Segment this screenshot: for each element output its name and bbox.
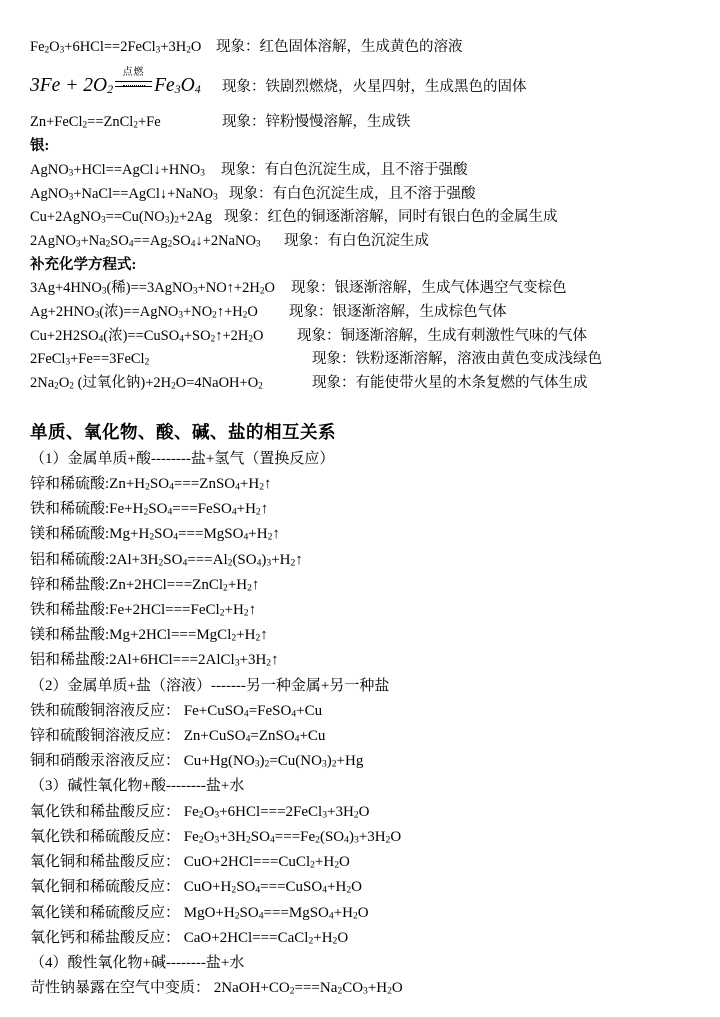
phenomenon-text: 现象：有能使带火星的木条复燃的气体生成	[312, 375, 588, 392]
relation-line: 铁和稀盐酸$:Fe+2HCl===FeCl_2+H_2↑$	[30, 602, 257, 619]
chem-formula: 2FeCl$_3$+Fe==3FeCl$_2$	[30, 351, 150, 369]
chem-formula: $Ag+2HNO_3$(浓)$==AgNO_3+NO_2↑+H_2O$	[30, 304, 258, 321]
chem-formula: $Cu+2AgNO_3==Cu(NO_3)_2+2Ag$	[30, 209, 212, 226]
relation-subheading: （4）酸性氧化物+碱--------盐+水	[30, 954, 245, 971]
relation-line: 铁和稀硫酸$:Fe+H_2SO_4===FeSO_4+H_2↑$	[30, 501, 269, 518]
relation-subheading: （3）碱性氧化物+酸--------盐+水	[30, 778, 245, 795]
phenomenon-text: 现象：有白色沉淀生成	[284, 232, 429, 249]
relation-line: 铝和稀硫酸$:2Al+3H_2SO_4===Al_2(SO_4)_3+H_2↑$	[30, 551, 303, 569]
section-heading-silver	[30, 135, 706, 159]
ignite-label: 点燃	[123, 61, 145, 87]
phenomenon-text: 现象：锌粉慢慢溶解，生成铁	[222, 114, 411, 131]
chem-formula: $AgNO_3+HCl==AgCl↓+HNO_3$	[30, 161, 205, 179]
relation-line: 氧化铜和稀盐酸反应： $CuO+2HCl===CuCl_2+H_2O$	[30, 854, 350, 871]
equation-line	[30, 183, 706, 207]
relation-subheading: （2）金属单质+盐（溶液）-------另一种金属+另一种盐	[30, 677, 390, 694]
relation-subheading: （1）金属单质+酸--------盐+氢气（置换反应）	[30, 450, 335, 467]
phenomenon-text: 现象：有白色沉淀生成，且不溶于强酸	[229, 185, 476, 202]
relation-line: 锌和稀盐酸$:Zn+2HCl===ZnCl_2+H_2↑$	[30, 576, 260, 594]
equation-line	[30, 230, 706, 254]
chem-formula: $2Na_2O_2$ (过氧化钠)$+2H_2O=4NaOH+O_2$	[30, 375, 263, 392]
formula-right: $Fe_3O_4$	[154, 74, 201, 96]
phenomenon-text: 现象：有白色沉淀生成，且不溶于强酸	[221, 161, 468, 178]
formula-left: $3Fe + 2O_2$	[30, 74, 114, 96]
relation-line: 锌和硫酸铜溶液反应： Zn+CuSO$_4$=ZnSO$_4$+Cu	[30, 728, 326, 745]
chem-formula: AgNO$_3$+NaCl==AgCl↓+NaNO$_3$	[30, 185, 218, 203]
relation-line: 苛性钠暴露在空气中变质： $2NaOH+CO_2===Na_2CO_3+H_2O$	[30, 980, 403, 997]
relation-line: 镁和稀硫酸$:Mg+H_2SO_4===MgSO_4+H_2↑$	[30, 526, 280, 544]
relation-line: 镁和稀盐酸$:Mg+2HCl===MgCl_2+H_2↑$	[30, 627, 268, 644]
phenomenon-text: 现象：红色固体溶解，生成黄色的溶液	[216, 39, 463, 55]
equation-line	[30, 36, 706, 60]
heading-text: 补充化学方程式:	[30, 256, 137, 273]
relation-line: 铁和硫酸铜溶液反应： Fe+CuSO$_4$=FeSO$_4$+Cu	[30, 702, 323, 720]
equation-line-ignite	[30, 60, 706, 112]
relation-line: 氧化铁和稀硫酸反应： $Fe_2O_3+3H_2SO_4===Fe_2(SO_4)_3+3H_2O$	[30, 828, 402, 846]
chem-formula: $Fe_2O_3+6HCl==2FeCl_3+3H_2O$	[30, 39, 202, 56]
relations-title: 单质、氧化物、酸、碱、盐的相互关系	[30, 421, 336, 442]
equation-line	[30, 372, 706, 396]
reaction-condition	[115, 66, 152, 98]
relation-line: 氧化铁和稀盐酸反应： $Fe_2O_3+6HCl===2FeCl_3+3H_2O$	[30, 803, 370, 821]
chem-formula: $2AgNO_3+Na_2SO_4==Ag_2SO_4↓+2NaNO_3$	[30, 232, 261, 250]
reactions-section	[30, 36, 706, 396]
relations-section	[30, 417, 706, 1001]
heading-text: 银:	[30, 138, 50, 155]
equation-line	[30, 325, 706, 349]
equation-line	[30, 301, 706, 325]
equation-line	[30, 277, 706, 301]
chem-formula: Zn+FeCl$_2$==ZnCl$_2$+Fe	[30, 114, 161, 132]
phenomenon-text: 现象：红色的铜逐渐溶解，同时有银白色的金属生成	[224, 209, 558, 226]
chem-formula: $Cu+2H2SO_4$(浓)$==CuSO_4+SO_2↑+2H_2O$	[30, 327, 264, 345]
phenomenon-text: 现象：银逐渐溶解，生成气体遇空气变棕色	[291, 280, 567, 297]
relation-line: 铝和稀盐酸$:2Al+6HCl===2AlCl_3+3H_2↑$	[30, 652, 279, 670]
phenomenon-text: 现象：铁粉逐渐溶解，溶液由黄色变成浅绿色	[312, 351, 602, 368]
chem-formula: $3Ag+4HNO_3$(稀)$==3AgNO_3+NO↑+2H_2O$	[30, 280, 275, 297]
relation-line: 氧化钙和稀盐酸反应： $CaO+2HCl===CaCl_2+H_2O$	[30, 929, 349, 947]
relation-line: 铜和硝酸汞溶液反应： $Cu+Hg(NO_3)_2=Cu(NO_3)_2+Hg$	[30, 753, 364, 770]
equation-line	[30, 206, 706, 230]
relation-line: 氧化镁和稀硫酸反应： $MgO+H_2SO_4===MgSO_4+H_2O$	[30, 904, 369, 922]
equation-line	[30, 111, 706, 135]
equation-line	[30, 348, 706, 372]
equation-line	[30, 159, 706, 183]
section-heading-supplement	[30, 254, 706, 278]
chem-formula	[30, 66, 222, 98]
phenomenon-text: 现象：铁剧烈燃烧，火星四射，生成黑色的固体	[222, 78, 527, 95]
phenomenon-text: 现象：银逐渐溶解，生成棕色气体	[289, 304, 507, 321]
relation-line: 氧化铜和稀硫酸反应： $CuO+H_2SO_4===CuSO_4+H_2O$	[30, 879, 362, 897]
phenomenon-text: 现象：铜逐渐溶解，生成有刺激性气味的气体	[297, 327, 587, 344]
relation-line: 锌和稀硫酸$:Zn+H_2SO_4===ZnSO_4+H_2↑$	[30, 476, 272, 493]
